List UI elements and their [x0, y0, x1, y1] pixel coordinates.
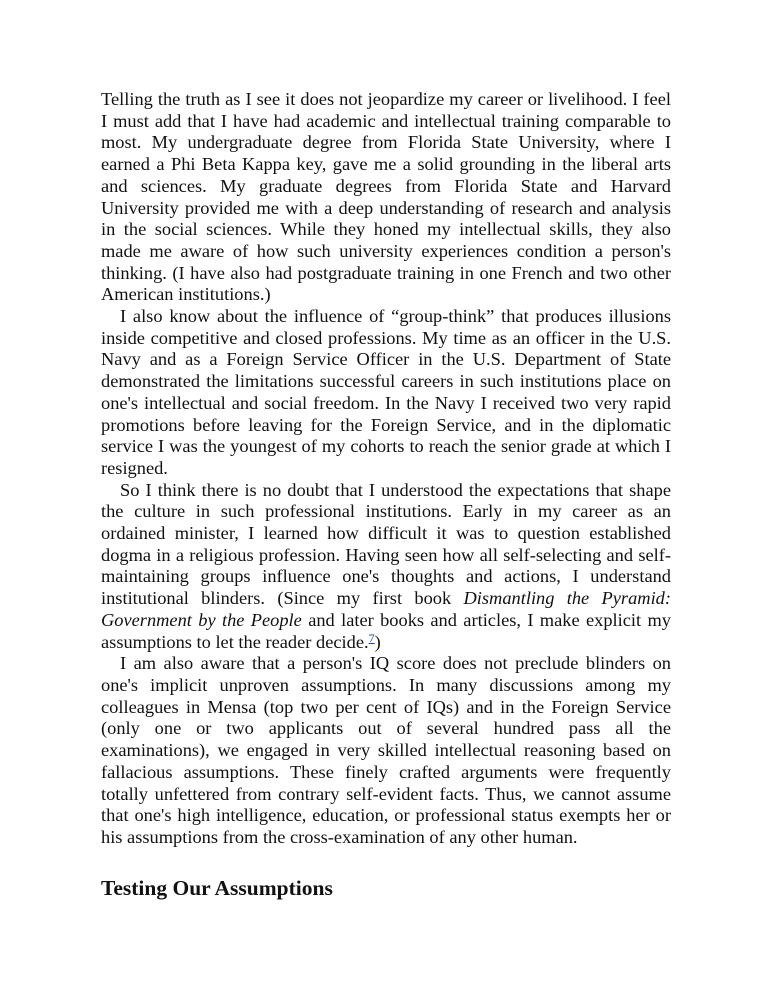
paragraph-institutional-blinders [101, 480, 671, 654]
paragraph-text-start: So I think there is no doubt that I understood the expectations that shape the culture in such professional institutions. Early in my career as an ordained minister, I learned how difficult it was to question established dogma in a religious profession. Having seen how all self-selecting and self-maintaining groups influence one's thoughts and actions, I understand institutional blinders. (Since my first book [101, 479, 671, 609]
book-title: Dismantling the Pyramid: Government by the People [101, 588, 671, 630]
footnote-link-7[interactable]: 7 [368, 630, 375, 645]
page-content [101, 89, 671, 901]
paragraph-credentials: Telling the truth as I see it does not jeopardize my career or livelihood. I feel I must add that I have had academic and intellectual training comparable to most. My undergraduate degree from Florida State University, where I earned a Phi Beta Kappa key, gave me a solid grounding in the liberal arts and sciences. My graduate degrees from Florida State and Harvard University provided me with a deep understanding of research and analysis in the social sciences. While they honed my intellectual skills, they also made me aware of how such university experiences condition a person's thinking. (I have also had postgraduate training in one French and two other American institutions.) [101, 89, 671, 305]
paragraph-iq-assumptions: I am also aware that a person's IQ score does not preclude blinders on one's implicit unproven assumptions. In many discussions among my colleagues in Mensa (top two per cent of IQs) and in the Foreign Service (only one or two applicants out of several hundred pass all the examinations), we engaged in very skilled intellectual reasoning based on fallacious assumptions. These finely crafted arguments were frequently totally unfettered from contrary self-evident facts. Thus, we cannot assume that one's high intelligence, education, or professional status exempts her or his assumptions from the cross-examination of any other human. [101, 653, 671, 847]
paragraph-group-think: I also know about the influence of “group-think” that produces illusions inside competitive and closed professions. My time as an officer in the U.S. Navy and as a Foreign Service Officer in the U.S. Department of State demonstrated the limitations successful careers in such institutions place on one's intellectual and social freedom. In the Navy I received two very rapid promotions before leaving for the Foreign Service, and in the diplomatic service I was the youngest of my cohorts to reach the senior grade at which I resigned. [101, 306, 671, 478]
closing-parenthesis: ) [374, 631, 381, 652]
paragraph-text-end: and later books and articles, I make explicit my assumptions to let the reader decide. [101, 609, 671, 652]
section-heading: Testing Our Assumptions [101, 875, 333, 900]
